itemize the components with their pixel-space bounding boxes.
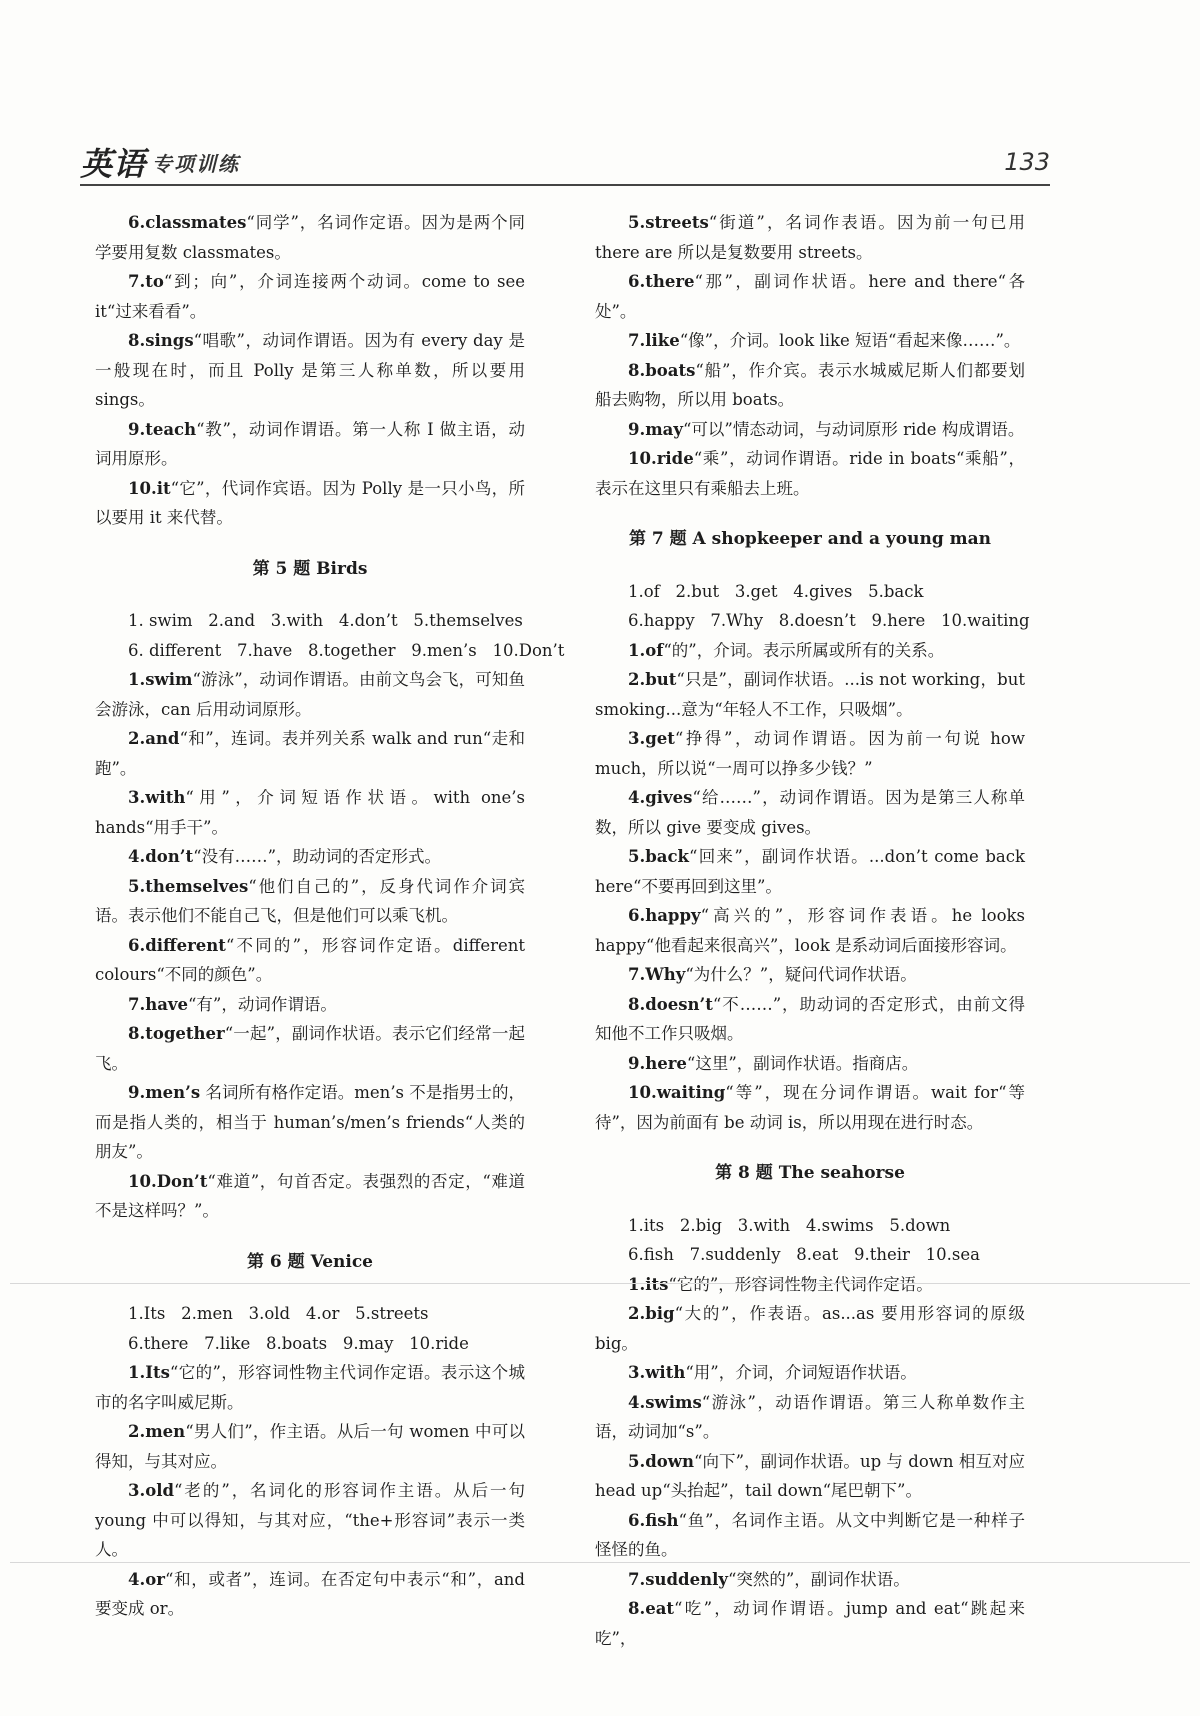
- logo-title: 英语: [80, 145, 147, 183]
- explanation: 5.down“向下”，副词作状语。up 与 down 相互对应 head up“头抬起”，tail down“尾巴朝下”。: [595, 1451, 1025, 1500]
- explanation: 3.get“挣得”，动词作谓语。因为前一句说 how much，所以说“一周可以挣多少钱？”: [595, 729, 1025, 778]
- answer-key: 1.of 2.but 3.get 4.gives 5.back: [628, 581, 924, 601]
- explanation: 6.classmates“同学”，名词作定语。因为是两个同学要用复数 classmates。: [95, 213, 525, 262]
- answer-key: 6.there 7.like 8.boats 9.may 10.ride: [128, 1333, 469, 1353]
- explanation: 10.Don’t“难道”，句首否定。表强烈的否定，“难道不是这样吗？”。: [95, 1171, 525, 1220]
- explanation: 8.boats“船”，作介宾。表示水城威尼斯人们都要划船去购物，所以用 boats。: [595, 360, 1025, 409]
- page-number: 133: [1004, 148, 1050, 176]
- explanation: 9.teach“教”，动词作谓语。第一人称 I 做主语，动词用原形。: [95, 419, 525, 468]
- explanation: 4.gives“给……”，动词作谓语。因为是第三人称单数，所以 give 要变成 gives。: [595, 788, 1025, 837]
- explanation: 7.to“到；向”，介词连接两个动词。come to see it“过来看看”。: [95, 272, 525, 321]
- explanation: 7.suddenly“突然的”，副词作状语。: [628, 1569, 910, 1589]
- explanation: 3.old“老的”，名词化的形容词作主语。从后一句 young 中可以得知，与其对应，“the+形容词”表示一类人。: [95, 1481, 525, 1559]
- answer-key: 1.its 2.big 3.with 4.swims 5.down: [628, 1215, 951, 1235]
- left-column: [95, 208, 565, 1624]
- answer-key: 1.Its 2.men 3.old 4.or 5.streets: [128, 1304, 429, 1323]
- explanation: 2.big“大的”，作表语。as...as 要用形容词的原级 big。: [595, 1304, 1025, 1353]
- explanation: 2.men“男人们”，作主语。从后一句 women 中可以得知，与其对应。: [95, 1422, 525, 1471]
- explanation: 7.like“像”，介词。look like 短语“看起来像……”。: [628, 331, 1021, 350]
- explanation: 6.there“那”，副词作状语。here and there“各处”。: [595, 272, 1025, 321]
- explanation: 3.with“用”，介词，介词短语作状语。: [628, 1363, 917, 1382]
- right-column: [595, 208, 1030, 1653]
- explanation: 5.themselves“他们自己的”，反身代词作介词宾语。表示他们不能自己飞，但是他们可以乘飞机。: [95, 876, 525, 925]
- header-rule: [80, 184, 1050, 186]
- explanation: 8.sings“唱歌”，动词作谓语。因为有 every day 是一般现在时，而且 Polly 是第三人称单数，所以要用 sings。: [95, 331, 525, 409]
- explanation: 5.back“回来”，副词作状语。...don’t come back here“不要再回到这里”。: [595, 847, 1025, 896]
- explanation: 6.happy“高兴的”，形容词作表语。he looks happy“他看起来很高兴”，look 是系动词后面接形容词。: [595, 906, 1025, 955]
- explanation: 10.it“它”，代词作宾语。因为 Polly 是一只小鸟，所以要用 it 来代替。: [95, 478, 525, 527]
- scan-line: [10, 1283, 1190, 1284]
- section-title-8: 第 8 题 The seahorse: [715, 1163, 905, 1183]
- explanation: 3.with“用”，介词短语作状语。with one’s hands“用手干”。: [95, 788, 525, 837]
- section-title-7: 第 7 题 A shopkeeper and a young man: [628, 529, 992, 549]
- answer-key: 6.fish 7.suddenly 8.eat 9.their 10.sea: [628, 1245, 980, 1264]
- explanation: 9.here“这里”，副词作状语。指商店。: [628, 1053, 919, 1073]
- explanation: 10.waiting“等”，现在分词作谓语。wait for“等待”，因为前面有 be 动词 is，所以用现在进行时态。: [595, 1083, 1025, 1132]
- explanation: 2.but“只是”，副词作状语。...is not working，but smoking...意为“年轻人不工作，只吸烟”。: [595, 670, 1025, 719]
- section-title-5: 第 5 题 Birds: [252, 558, 368, 579]
- answer-key: 1. swim 2.and 3.with 4.don’t 5.themselves: [128, 611, 523, 630]
- explanation: 1.swim“游泳”，动词作谓语。由前文鸟会飞，可知鱼会游泳，can 后用动词原形。: [95, 670, 525, 719]
- explanation: 10.ride“乘”，动词作谓语。ride in boats“乘船”，表示在这里只有乘船去上班。: [595, 449, 1025, 498]
- page-header: [80, 136, 1050, 186]
- explanation: 8.doesn’t“不……”，助动词的否定形式，由前文得知他不工作只吸烟。: [595, 994, 1025, 1043]
- explanation: 7.Why“为什么？”，疑问代词作状语。: [628, 965, 917, 984]
- logo-subtitle: 专项训练: [152, 151, 241, 176]
- explanation: 6.different“不同的”，形容词作定语。different colours“不同的颜色”。: [95, 935, 525, 984]
- explanation: 1.its“它的”，形容词性物主代词作定语。: [628, 1274, 933, 1294]
- explanation: 2.and“和”，连词。表并列关系 walk and run“走和跑”。: [95, 729, 525, 778]
- section-title-6: 第 6 题 Venice: [246, 1251, 373, 1272]
- answer-key: 6. different 7.have 8.together 9.men’s 10.Don’t: [128, 640, 565, 660]
- answer-key: 6.happy 7.Why 8.doesn’t 9.here 10.waiting: [628, 611, 1030, 630]
- book-logo: [80, 142, 240, 182]
- explanation: 4.or“和，或者”，连词。在否定句中表示“和”，and 要变成 or。: [95, 1569, 525, 1618]
- explanation: 1.of“的”，介词。表示所属或所有的关系。: [628, 640, 945, 660]
- explanation: 1.Its“它的”，形容词性物主代词作定语。表示这个城市的名字叫威尼斯。: [95, 1363, 525, 1412]
- explanation: 4.swims“游泳”，动语作谓语。第三人称单数作主语，动词加“s”。: [595, 1392, 1025, 1441]
- explanation: 4.don’t“没有……”，助动词的否定形式。: [128, 847, 442, 866]
- explanation: 7.have“有”，动词作谓语。: [128, 994, 337, 1014]
- explanation: 5.streets“街道”，名词作表语。因为前一句已用 there are 所以是复数要用 streets。: [595, 213, 1025, 262]
- explanation: 9.may“可以”情态动词，与动词原形 ride 构成谓语。: [628, 419, 1025, 439]
- scan-line: [10, 1562, 1190, 1563]
- explanation: 9.men’s 名词所有格作定语。men’s 不是指男士的，而是指人类的，相当于 human’s/men’s friends“人类的朋友”。: [95, 1083, 525, 1161]
- explanation: 8.eat“吃”，动词作谓语。jump and eat“跳起来吃”，: [595, 1599, 1025, 1648]
- explanation: 6.fish“鱼”，名词作主语。从文中判断它是一种样子怪怪的鱼。: [595, 1510, 1025, 1559]
- explanation: 8.together“一起”，副词作状语。表示它们经常一起飞。: [95, 1024, 525, 1073]
